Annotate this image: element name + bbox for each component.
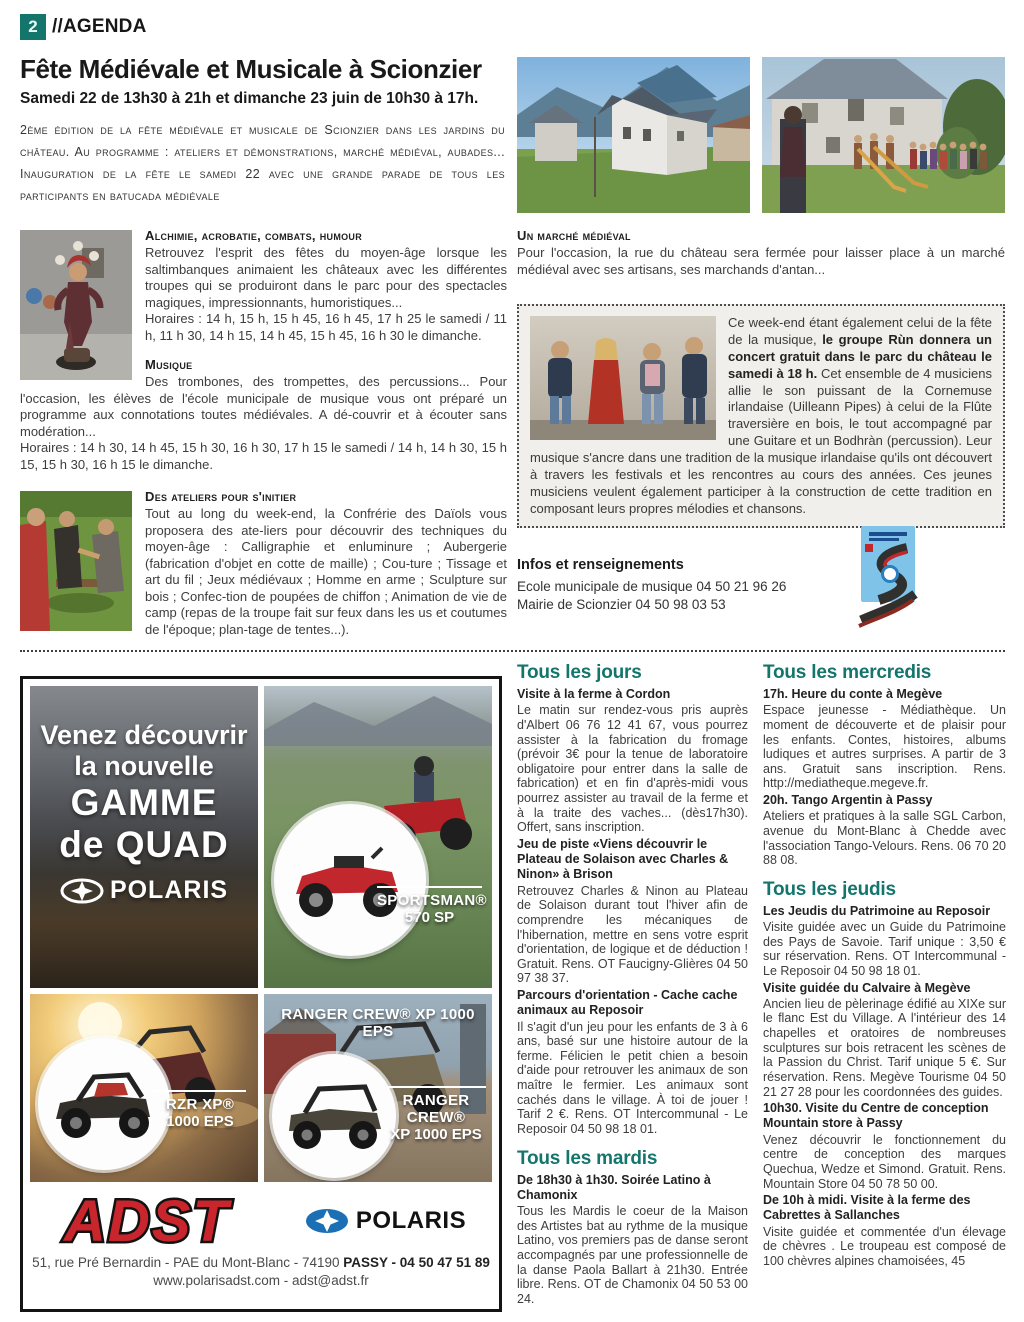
ad-address-bold: PASSY - 04 50 47 51 89	[343, 1255, 490, 1270]
rzr-label	[154, 1090, 246, 1130]
polaris-ad	[20, 676, 502, 1312]
rzr-inset-circle	[38, 1038, 170, 1170]
agenda-heading-mardis: Tous les mardis	[517, 1147, 658, 1169]
sportsman-label	[377, 886, 487, 926]
rzr-buggy-icon	[50, 1067, 158, 1141]
photo-juggler	[20, 230, 132, 380]
rzr-trim: 1000 EPS	[166, 1113, 234, 1130]
agenda-heading-jours: Tous les jours	[517, 662, 642, 683]
ad-panel-tagline	[30, 686, 258, 988]
ad-tagline-line1: Venez découvrir	[40, 720, 248, 750]
photo-chateau	[517, 57, 750, 213]
event-title: Visite à la ferme à Cordon	[517, 687, 671, 701]
article-subtitle: Samedi 22 de 13h30 à 21h et dimanche 23 juin de 10h30 à 17h.	[20, 90, 479, 107]
rzr-name: RZR XP®	[165, 1096, 235, 1113]
infos-block	[517, 556, 847, 614]
ad-address-normal: 51, rue Pré Bernardin - PAE du Mont-Blanc - 74190	[32, 1255, 344, 1270]
event-body: Tous les Mardis le coeur de la Maison des Artistes bat au rythme de la musique Latino, vos premiers pas de danse seront accompagnés par une professionnelle de la danse Paola Ballart à 21h30. Entrée libre. Rens. OT de Chamonix 04 50 53 00 24.	[517, 1204, 748, 1306]
ranger-inset-circle	[272, 1054, 396, 1178]
sportsman-inset-circle	[274, 804, 426, 956]
dotted-separator	[20, 650, 1005, 652]
ad-tagline-line4: de QUAD	[59, 824, 229, 865]
marche-body: Pour l'occasion, la rue du château sera fermée pour laisser place à un marché médiéval avec ses artisans, ses marchands d'antan...	[517, 245, 1005, 277]
ad-address-line	[30, 1254, 492, 1272]
run-concert-box	[517, 304, 1005, 528]
ateliers-body: Tout au long du week-end, la Confrérie des Daïols vous proposera des ate-liers pour découvrir des techniques du moyen-âge : Calligraphie et enluminure ; Aubergerie (fabrication d'objet en cotte de maille) ; Cou-ture ; Tissage et art du fil ; Jeux médiévaux ; Homme en arme ; Sculpture sur bois ; Confec-tion de poupées de chiffon ; Animation de vie de camp (repas de la troupe fait sur feux dans les us et coutumes de l'époque; plan-tage de tentes...).	[145, 506, 507, 637]
event-body: Retrouvez Charles & Ninon au Plateau de Solaison durant tout l'hiver afin de comprendre les mécaniques de l'hibernation, mettre en sens votre esprit d'orientation, de logique et de déduction ! Gratuit. Rens. OT Faucigny-Glières 04 50 97 38 37.	[517, 883, 748, 986]
run-text-end: Cet ensemble de 4 musiciens allie le son puissant de la Cornemuse irlandaise (Uilleann Pipes) à celui de la Flûte traversière en bois, le tout accompagné par une Guitare et un Bodhràn (percussion). Leur musique s'ancre dans une tradition de la musique irlandaise qu'ils ont découvert à travers les festivals et les rencontres au cours des années. Ces jeunes musiciens veulent également participer à la construction de cette tradition en composant leurs propres mélodies et chansons.	[530, 365, 992, 516]
ad-panel-rzr	[30, 994, 258, 1182]
photo-atelier	[20, 491, 132, 631]
article-intro: 2ème édition de la fête médiévale et musicale de Scionzier dans les jardins du château. Au programme : ateliers et démonstrations, marché médiéval, aubades... Inauguration de la fête le samedi 22 avec une grande parade de tous les participants en batucada médiévale	[20, 123, 505, 203]
ad-web-line: www.polarisadst.com - adst@adst.fr	[153, 1273, 369, 1289]
adst-logo	[56, 1189, 286, 1253]
event-body: Espace jeunesse - Médiathèque. Un moment de découverte et de plaisir pour les enfants. Contes, histoires, albums ludiques et autres surprises. A partir de 3 ans. Gratuit sans inscription. Rens. http://mediatheque.megeve.fr.	[763, 703, 1006, 791]
event-body: Ancien lieu de pèlerinage édifié au XIXe sur le flanc Est du Village. A l'intérieur des 14 chapelles et oratoires de nombreuses sculptures sur bois retracent les scènes de la Passion du Christ. Tarif unique 5 €. Sur réservation. Rens. Megève Tourisme 04 50 21 27 28 pour les coordonnées des guides.	[763, 996, 1006, 1099]
polaris-logo-white	[30, 876, 258, 905]
agenda-column-left	[517, 662, 748, 1314]
event-title: 20h. Tango Argentin à Passy	[763, 793, 933, 807]
event-title: 17h. Heure du conte à Megève	[763, 687, 943, 701]
alchimie-horaires: Horaires : 14 h, 15 h, 15 h 45, 16 h 45, 17 h 25 le samedi / 11 h, 11 h 30, 14 h 15, 14 h 45, 15 h 45, 16 h 30 le dimanche.	[145, 311, 507, 343]
photo-band-run	[530, 316, 716, 440]
ad-footer	[30, 1188, 492, 1302]
page-header	[20, 14, 147, 40]
ranger-banner: RANGER CREW® XP 1000 EPS	[281, 1006, 475, 1040]
event-title: De 18h30 à 1h30. Soirée Latino à Chamonix	[517, 1172, 711, 1202]
ad-tagline-line2: la nouvelle	[74, 751, 214, 781]
infos-heading: Infos et renseignements	[517, 557, 684, 573]
event-title: Visite guidée du Calvaire à Megève	[763, 980, 971, 995]
sportsman-trim: 570 SP	[404, 909, 455, 926]
page-number-badge: 2	[20, 14, 46, 40]
event-title: Jeu de piste «Viens découvrir le Plateau de Solaison avec Charles & Ninon» à Brison	[517, 836, 729, 882]
festival-left-column	[20, 228, 507, 640]
event-body: Venez découvrir le fonctionnement du centre de conception des marques Quechua, Wedze et Simond. Gratuit. Rens. Mountain Store 04 50 78 50 00.	[763, 1132, 1006, 1191]
agenda-column-right	[763, 662, 1006, 1314]
event-body: Visite guidée et commentée d'un élevage de chèvres . Le troupeau est composé de 100 chèvres alpines chamoisées, 45	[763, 1224, 1006, 1268]
infos-line2: Mairie de Scionzier 04 50 98 03 53	[517, 596, 726, 612]
musique-body: Des trombones, des trompettes, des percussions... Pour l'occasion, les élèves de l'école municipale de musique vous ont préparé un programme aux connotations toutes médiévales. A dé-couvrir et à écouter sans modération...	[20, 374, 507, 439]
ad-tagline-line3: GAMME	[70, 782, 218, 823]
event-body: Visite guidée avec un Guide du Patrimoine des Pays de Savoie. Tarif unique : 3,50 € sur réservation. Rens. OT Intercommunal - Le Reposoir 04 50 98 18 01.	[763, 920, 1006, 978]
event-title: Les Jeudis du Patrimoine au Reposoir	[763, 903, 991, 918]
event-title: 10h30. Visite du Centre de conception Mountain store à Passy	[763, 1101, 989, 1131]
polaris-star-icon	[60, 877, 104, 905]
polaris-logo-footer	[304, 1206, 466, 1236]
polaris-wordmark-white: POLARIS	[109, 876, 229, 904]
polaris-star-icon-blue	[304, 1206, 350, 1236]
ateliers-heading: Des ateliers pour s'initier	[145, 489, 297, 504]
polaris-wordmark-footer: POLARIS	[355, 1207, 467, 1234]
alchimie-body: Retrouvez l'esprit des fêtes du moyen-âge lorsque les saltimbanques animaient les châteaux avec les différentes troupes qui se produiront dans le parc pour des spectacles magiques, impressionnants, humoristiques...	[145, 245, 507, 310]
run-text-start: Ce week-end étant également celui de la fête de la musique,	[728, 315, 992, 347]
agenda-heading-mercredis: Tous les mercredis	[763, 662, 932, 683]
event-title: De 10h à midi. Visite à la ferme des Cabrettes à Sallanches	[763, 1193, 971, 1223]
ranger-utv-icon	[283, 1081, 385, 1151]
alchimie-heading: Alchimie, acrobatie, combats, humour	[145, 228, 363, 243]
event-body: Le matin sur rendez-vous pris auprès d'Albert 06 76 12 41 67, vous pourrez assister à la fabrication du fromage (prévoir 3€ pour la tenue de laboratoire obligatoire pour entrer dans la salle de fabrication) et en fin d'après-midi vous pourrez assister au travail de la ferme et à la traite des vaches... (dès17h30). Offert, sans inscription.	[517, 703, 748, 835]
scionzier-logo	[853, 524, 923, 632]
agenda-heading-jeudis: Tous les jeudis	[763, 878, 896, 900]
photo-parade-alphorns	[762, 57, 1005, 213]
article-title: Fête Médiévale et Musicale à Scionzier	[20, 54, 482, 84]
festival-right-column	[517, 228, 1005, 648]
musique-heading: Musique	[145, 357, 193, 372]
ad-tagline	[30, 720, 258, 905]
sportsman-name: SPORTSMAN®	[377, 892, 487, 909]
run-text-bold: le groupe Rùn donnera un concert gratuit dans le parc du château le samedi à 18 h.	[728, 331, 992, 381]
ranger-trim: XP 1000 EPS	[390, 1126, 482, 1143]
event-body: Il s'agit d'un jeu pour les enfants de 3 à 6 ans, basé sur une histoire autour de la ferme. Félicien le petit chien a besoin d'aide pour retrouver les animaux de son maître le fermier. Les animaux sont cachés dans le village. À toi de jouer ! Tarif 2 €. Rens. OT Intercommunal - Le Reposoir 04 50 98 18 01.	[517, 1019, 748, 1136]
ranger-label	[386, 1086, 486, 1143]
infos-line1: Ecole municipale de musique 04 50 21 96 26	[517, 578, 787, 594]
musique-horaires: Horaires : 14 h 30, 14 h 45, 15 h 30, 16 h 30, 17 h 15 le samedi / 14 h, 14 h 30, 15 h 15, 15 h 30, 16 h 15 le dimanche.	[20, 440, 507, 472]
section-label: //AGENDA	[52, 16, 147, 37]
ad-panel-sportsman	[264, 686, 492, 988]
marche-heading: Un marché médiéval	[517, 228, 631, 243]
adst-wordmark: ADST	[63, 1189, 230, 1253]
ad-logos-row	[30, 1188, 492, 1254]
event-title: Parcours d'orientation - Cache cache animaux au Reposoir	[517, 988, 738, 1018]
ad-address	[30, 1254, 492, 1290]
ad-panel-ranger	[264, 994, 492, 1182]
event-body: Ateliers et pratiques à la salle SGL Carbon, avenue du Mont-Blanc à Chedde avec l'association Tango-Velours. Rens. 06 70 20 88 08.	[763, 809, 1006, 868]
ranger-name: RANGER CREW®	[402, 1092, 470, 1126]
